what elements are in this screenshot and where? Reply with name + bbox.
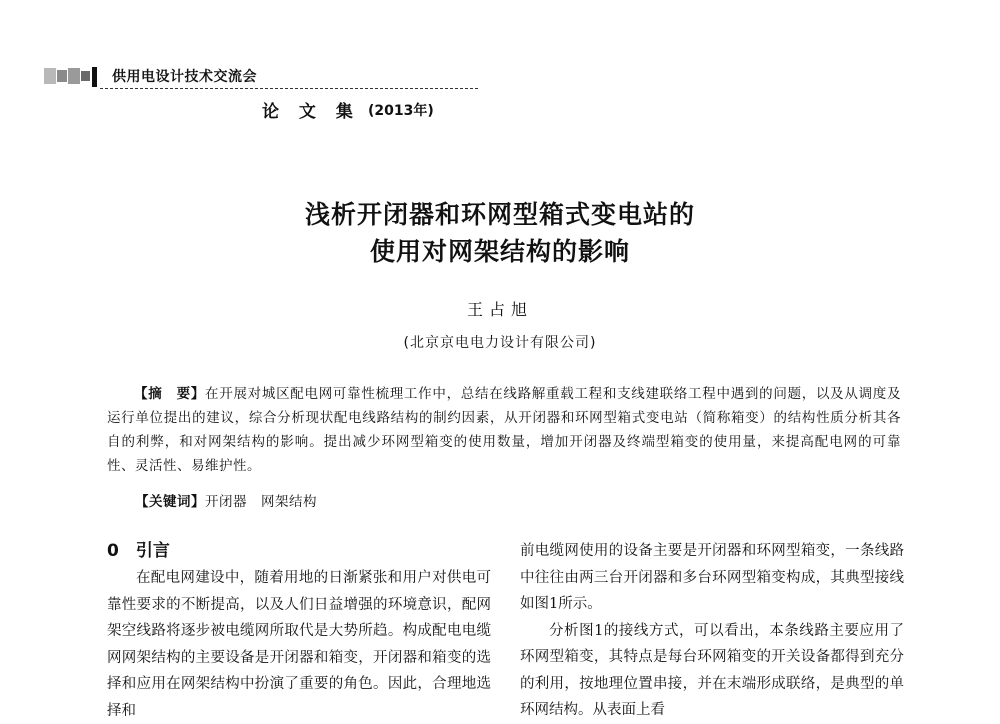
keywords: [135, 490, 317, 510]
header-divider: [100, 88, 478, 89]
series-name: 供用电设计技术交流会: [112, 69, 257, 85]
body-column-left: [107, 538, 491, 724]
paragraph: 在配电网建设中，随着用地的日渐紧张和用户对供电可靠性要求的不断提高，以及人们日益增强的环境意识，配网架空线路将逐步被电缆网所取代是大势所趋。构成配电电缆网网架结构的主要设备是开闭器和箱变，开闭器和箱变的选择和应用在网架结构中扮演了重要的角色。因此，合理地选择和: [107, 570, 491, 719]
keywords-label: 【关键词】: [135, 494, 205, 510]
paper-title-line-2: 使用对网架结构的影响: [369, 237, 630, 266]
collection-title: 论 文 集: [262, 102, 360, 122]
section-heading-introduction: 0 引言: [107, 541, 170, 561]
abstract-label: 【摘 要】: [134, 386, 206, 402]
paragraph: 前电缆网使用的设备主要是开闭器和环网型箱变，一条线路中往往由两三台开闭器和多台环网型箱变构成，其典型接线如图1所示。: [520, 543, 904, 612]
body-column-right: [520, 538, 904, 724]
author-name: 王占旭: [466, 300, 533, 319]
paper-title-line-1: 浅析开闭器和环网型箱式变电站的: [304, 200, 695, 229]
abstract-text: 在开展对城区配电网可靠性梳理工作中，总结在线路解重载工程和支线建联络工程中遇到的问题，以及从调度及运行单位提出的建议，综合分析现状配电线路结构的制约因素，从开闭器和环网型箱式变电站（简称箱变）的结构性质分析其各自的利弊，和对网架结构的影响。提出减少环网型箱变的使用数量，增加开闭器及终端型箱变的使用量，来提高配电网的可靠性、灵活性、易维护性。: [107, 386, 902, 474]
conference-logo-icon: [44, 68, 100, 84]
keywords-text: 开闭器 网架结构: [205, 494, 317, 510]
abstract: [107, 382, 901, 478]
collection-year: (2013年): [368, 103, 434, 119]
paragraph: 分析图1的接线方式，可以看出，本条线路主要应用了环网型箱变，其特点是每台环网箱变的开关设备都得到充分的利用，按地理位置串接，并在末端形成联络，是典型的单环网结构。从表面上看: [520, 622, 904, 718]
author-affiliation: (北京京电电力设计有限公司): [403, 335, 597, 351]
